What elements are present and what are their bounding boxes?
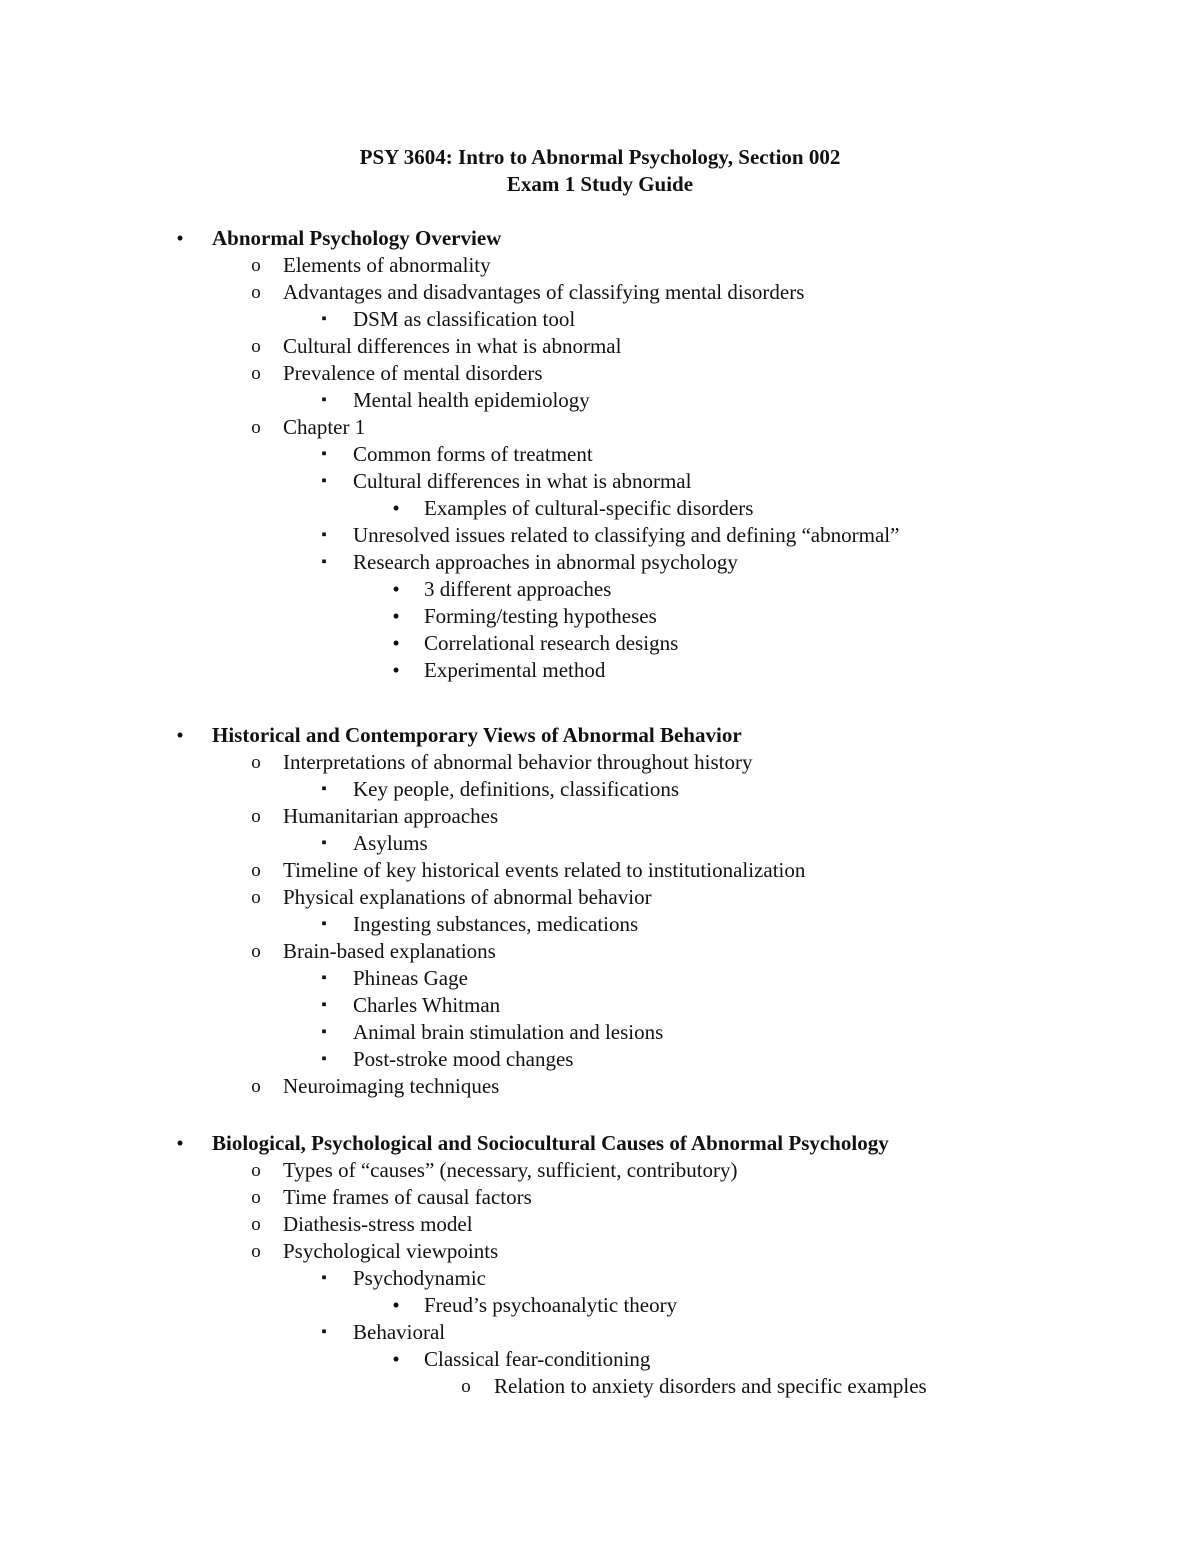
bullet-circle-icon: o bbox=[461, 1376, 471, 1397]
outline-item: o Humanitarian approaches bbox=[0, 803, 1200, 830]
bullet-disc-icon: • bbox=[176, 226, 184, 250]
bullet-circle-icon: o bbox=[251, 1160, 261, 1181]
outline-item: • Correlational research designs bbox=[0, 630, 1200, 657]
outline-item: • 3 different approaches bbox=[0, 576, 1200, 603]
bullet-disc-icon: • bbox=[392, 604, 400, 628]
bullet-square-icon: ▪ bbox=[321, 997, 327, 1013]
outline-item: o Diathesis-stress model bbox=[0, 1211, 1200, 1238]
outline-item: • Classical fear-conditioning bbox=[0, 1346, 1200, 1373]
course-title: PSY 3604: Intro to Abnormal Psychology, Section 002 bbox=[359, 145, 841, 169]
section-heading: • Abnormal Psychology Overview bbox=[0, 225, 1200, 252]
outline-item: ▪ Phineas Gage bbox=[0, 965, 1200, 992]
section-historical-views bbox=[0, 722, 1200, 1100]
bullet-square-icon: ▪ bbox=[321, 1051, 327, 1067]
bullet-circle-icon: o bbox=[251, 1214, 261, 1235]
bullet-circle-icon: o bbox=[251, 417, 261, 438]
bullet-square-icon: ▪ bbox=[321, 392, 327, 408]
bullet-circle-icon: o bbox=[251, 363, 261, 384]
bullet-circle-icon: o bbox=[251, 860, 261, 881]
bullet-square-icon: ▪ bbox=[321, 970, 327, 986]
bullet-disc-icon: • bbox=[392, 1293, 400, 1317]
bullet-circle-icon: o bbox=[251, 1187, 261, 1208]
outline-item: ▪ Behavioral bbox=[0, 1319, 1200, 1346]
bullet-square-icon: ▪ bbox=[321, 781, 327, 797]
bullet-square-icon: ▪ bbox=[321, 1270, 327, 1286]
bullet-square-icon: ▪ bbox=[321, 835, 327, 851]
bullet-circle-icon: o bbox=[251, 887, 261, 908]
outline-item: ▪ Asylums bbox=[0, 830, 1200, 857]
bullet-circle-icon: o bbox=[251, 806, 261, 827]
outline-item: • Experimental method bbox=[0, 657, 1200, 684]
outline-item: ▪ Ingesting substances, medications bbox=[0, 911, 1200, 938]
bullet-circle-icon: o bbox=[251, 336, 261, 357]
outline-item: ▪ Animal brain stimulation and lesions bbox=[0, 1019, 1200, 1046]
outline-item: • Freud’s psychoanalytic theory bbox=[0, 1292, 1200, 1319]
bullet-disc-icon: • bbox=[176, 1131, 184, 1155]
outline-item: o Prevalence of mental disorders bbox=[0, 360, 1200, 387]
study-guide-subtitle: Exam 1 Study Guide bbox=[506, 172, 694, 196]
section-heading: • Biological, Psychological and Sociocultural Causes of Abnormal Psychology bbox=[0, 1130, 1200, 1157]
outline-item: o Psychological viewpoints bbox=[0, 1238, 1200, 1265]
bullet-circle-icon: o bbox=[251, 255, 261, 276]
outline-item: o Cultural differences in what is abnormal bbox=[0, 333, 1200, 360]
bullet-circle-icon: o bbox=[251, 1076, 261, 1097]
bullet-square-icon: ▪ bbox=[321, 311, 327, 327]
outline-item: • Examples of cultural-specific disorders bbox=[0, 495, 1200, 522]
bullet-disc-icon: • bbox=[392, 577, 400, 601]
section-causes-of-abnormal-psychology bbox=[0, 1130, 1200, 1400]
outline-item: ▪ DSM as classification tool bbox=[0, 306, 1200, 333]
bullet-circle-icon: o bbox=[251, 941, 261, 962]
outline-item: o Relation to anxiety disorders and specific examples bbox=[0, 1373, 1200, 1400]
outline-item: ▪ Charles Whitman bbox=[0, 992, 1200, 1019]
outline-item: o Interpretations of abnormal behavior throughout history bbox=[0, 749, 1200, 776]
bullet-disc-icon: • bbox=[176, 723, 184, 747]
outline-item: ▪ Psychodynamic bbox=[0, 1265, 1200, 1292]
outline-item: o Elements of abnormality bbox=[0, 252, 1200, 279]
bullet-disc-icon: • bbox=[392, 658, 400, 682]
outline-item: ▪ Key people, definitions, classifications bbox=[0, 776, 1200, 803]
bullet-square-icon: ▪ bbox=[321, 527, 327, 543]
outline-item: o Chapter 1 bbox=[0, 414, 1200, 441]
bullet-square-icon: ▪ bbox=[321, 473, 327, 489]
outline-item: ▪ Common forms of treatment bbox=[0, 441, 1200, 468]
bullet-disc-icon: • bbox=[392, 496, 400, 520]
bullet-square-icon: ▪ bbox=[321, 446, 327, 462]
bullet-square-icon: ▪ bbox=[321, 1324, 327, 1340]
outline-item: o Advantages and disadvantages of classifying mental disorders bbox=[0, 279, 1200, 306]
bullet-square-icon: ▪ bbox=[321, 916, 327, 932]
outline-item: o Time frames of causal factors bbox=[0, 1184, 1200, 1211]
outline-item: • Forming/testing hypotheses bbox=[0, 603, 1200, 630]
bullet-disc-icon: • bbox=[392, 1347, 400, 1371]
outline-item: o Types of “causes” (necessary, sufficient, contributory) bbox=[0, 1157, 1200, 1184]
outline-item: ▪ Mental health epidemiology bbox=[0, 387, 1200, 414]
outline-item: ▪ Post-stroke mood changes bbox=[0, 1046, 1200, 1073]
outline-item: o Brain-based explanations bbox=[0, 938, 1200, 965]
bullet-circle-icon: o bbox=[251, 1241, 261, 1262]
outline-item: o Physical explanations of abnormal behavior bbox=[0, 884, 1200, 911]
bullet-square-icon: ▪ bbox=[321, 1024, 327, 1040]
outline-item: o Timeline of key historical events related to institutionalization bbox=[0, 857, 1200, 884]
bullet-circle-icon: o bbox=[251, 282, 261, 303]
outline-item: ▪ Unresolved issues related to classifying and defining “abnormal” bbox=[0, 522, 1200, 549]
outline-item: ▪ Research approaches in abnormal psychology bbox=[0, 549, 1200, 576]
section-heading: • Historical and Contemporary Views of Abnormal Behavior bbox=[0, 722, 1200, 749]
bullet-square-icon: ▪ bbox=[321, 554, 327, 570]
outline-item: ▪ Cultural differences in what is abnormal bbox=[0, 468, 1200, 495]
section-abnormal-psychology-overview bbox=[0, 225, 1200, 684]
bullet-circle-icon: o bbox=[251, 752, 261, 773]
bullet-disc-icon: • bbox=[392, 631, 400, 655]
outline-item: o Neuroimaging techniques bbox=[0, 1073, 1200, 1100]
